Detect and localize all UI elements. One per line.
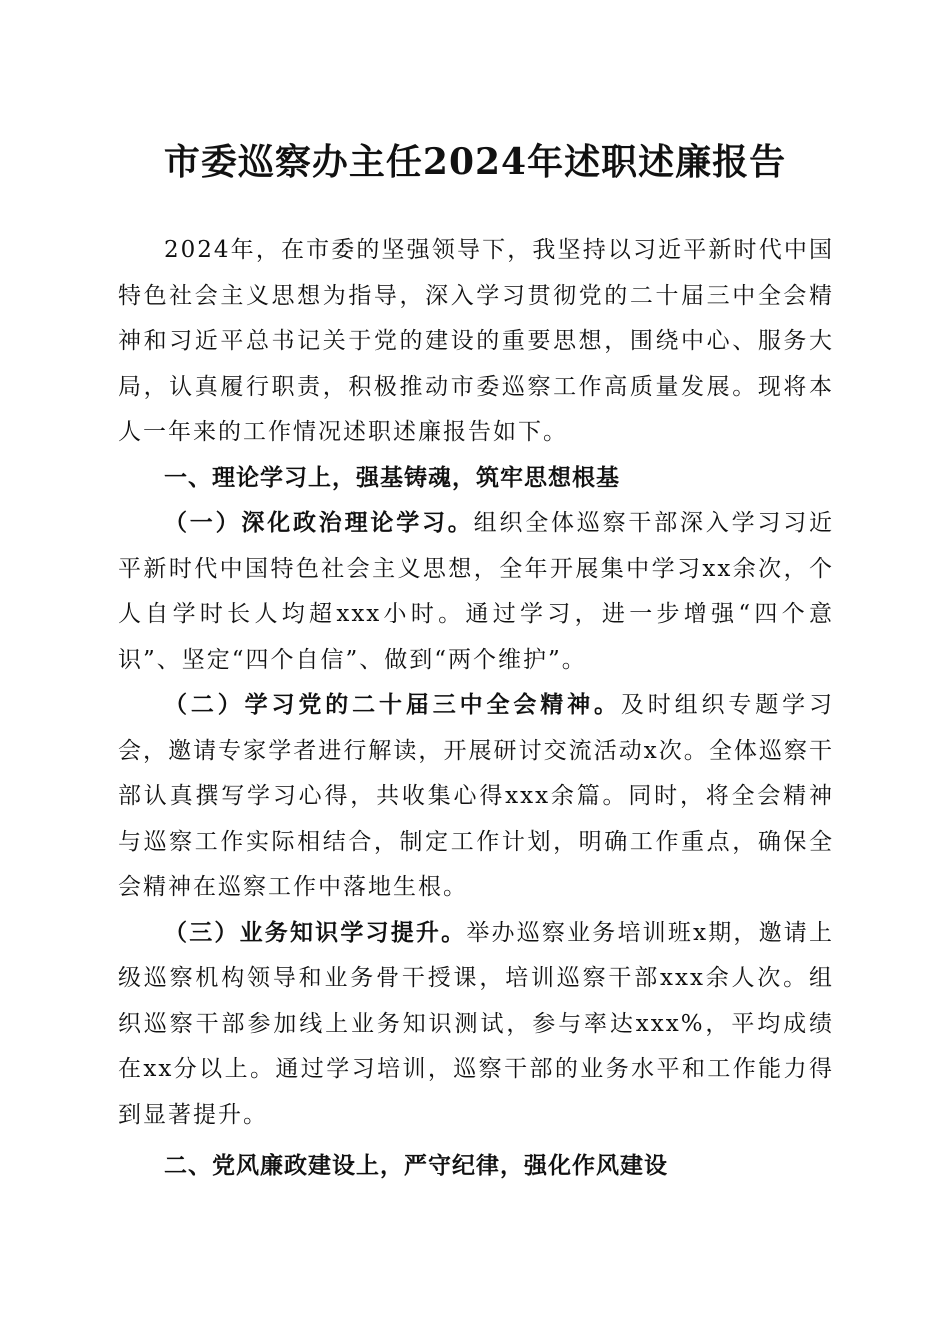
document-body (118, 228, 834, 1190)
item-text: 组织全体巡察干部深入学习习近平新时代中国特色社会主义思想，全年开展集中学习xx余次，个人自学时长人均超xxx小时。通过学习，进一步增强“四个意识”、坚定“四个自信”、做到“两个维护”。 (118, 510, 835, 673)
item-text: 举办巡察业务培训班x期，邀请上级巡察机构领导和业务骨干授课，培训巡察干部xxx余人次。组织巡察干部参加线上业务知识测试，参与率达xxx%，平均成绩在xx分以上。通过学习培训，巡察干部的业务水平和工作能力得到显著提升。 (118, 919, 835, 1128)
section1-item-1 (118, 501, 834, 683)
item-text: 及时组织专题学习会，邀请专家学者进行解读，开展研讨交流活动x次。全体巡察干部认真撰写学习心得，共收集心得xxx余篇。同时，将全会精神与巡察工作实际相结合，制定工作计划，明确工作重点，确保全会精神在巡察工作中落地生根。 (118, 692, 834, 900)
section1-item-3 (118, 911, 834, 1139)
item-lead: （二）学习党的二十届三中全会精神。 (164, 692, 621, 718)
item-lead: （三）业务知识学习提升。 (164, 919, 467, 946)
section1-item-2 (118, 683, 834, 911)
section-heading-1: 一、理论学习上，强基铸魂，筑牢思想根基 (164, 464, 620, 491)
intro-paragraph: 2024年，在市委的坚强领导下，我坚持以习近平新时代中国特色社会主义思想为指导，深入学习贯彻党的二十届三中全会精神和习近平总书记关于党的建设的重要思想，围绕中心、服务大局，认真履行职责，积极推动市委巡察工作高质量发展。现将本人一年来的工作情况述职述廉报告如下。 (118, 237, 834, 445)
document-title: 市委巡察办主任2024年述职述廉报告 (163, 141, 787, 183)
section-heading-2: 二、党风廉政建设上，严守纪律，强化作风建设 (164, 1153, 668, 1179)
item-lead: （一）深化政治理论学习。 (164, 510, 474, 536)
